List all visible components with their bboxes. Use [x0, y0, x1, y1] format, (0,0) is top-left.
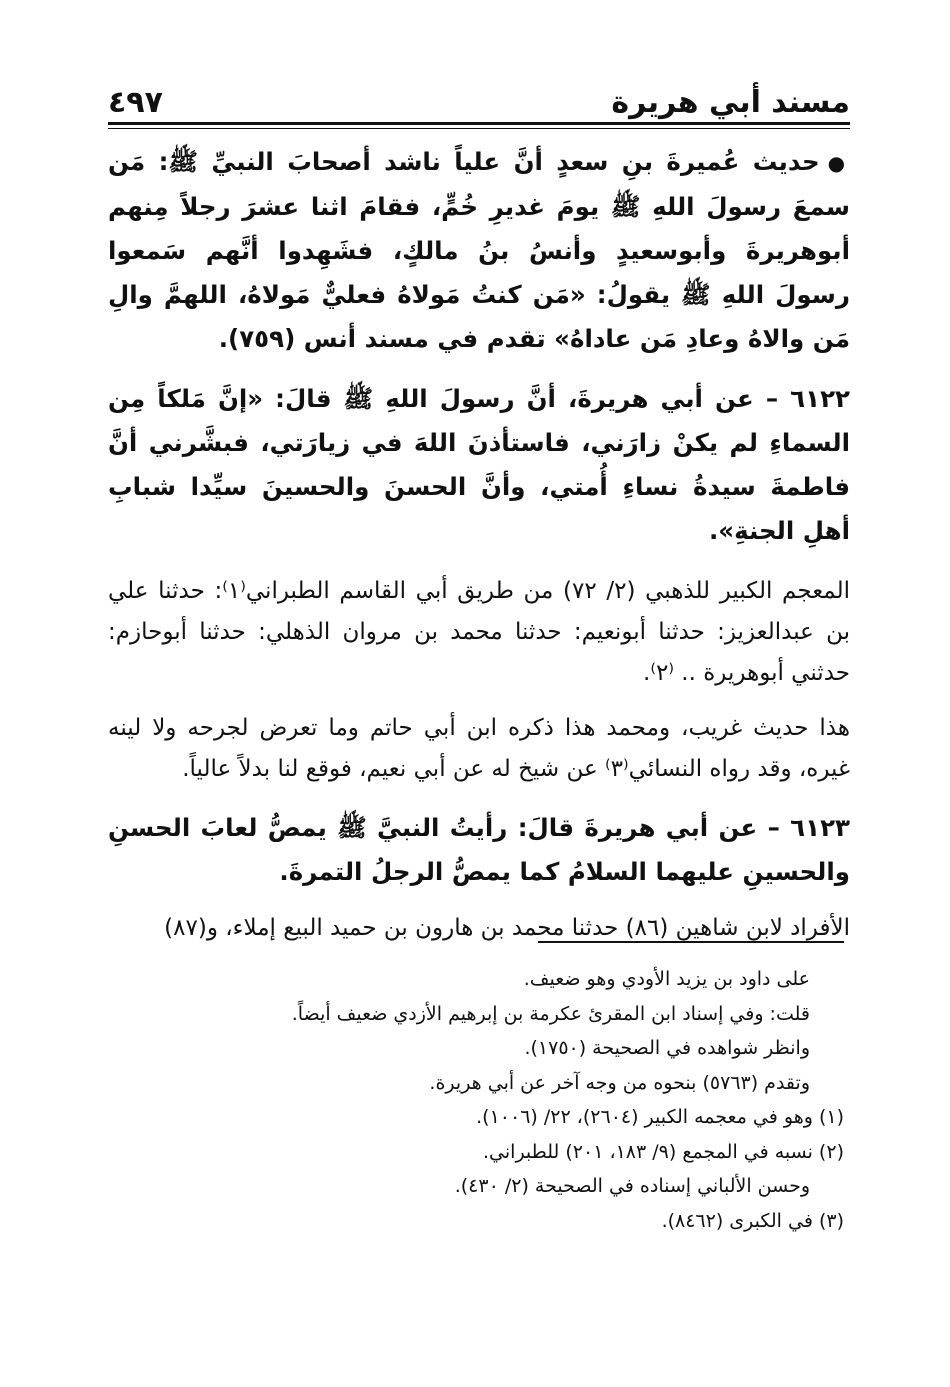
page-number: ٤٩٧ [108, 85, 163, 120]
intro-paragraph [108, 140, 850, 361]
footnote-line: قلت: وفي إسناد ابن المقرئ عكرمة بن إبرهيم الأزدي ضعيف أيضاً. [291, 1002, 810, 1025]
footnotes [108, 962, 844, 1238]
footnote-1: (١) وهو في معجمه الكبير (٢٦٠٤)، ٢٢/ (١٠٠٦). [476, 1106, 844, 1128]
footnote-2: (٢) نسبه في المجمع (٩/ ١٨٣، ٢٠١) للطبراني. [483, 1140, 844, 1163]
hadith-6122: ٦١٢٢ – عن أبي هريرةَ، أنَّ رسولَ اللهِ ﷺ قالَ: «إنَّ مَلكاً مِن السماءِ لم يكنْ زارَني، فاستأذنَ اللهَ في زيارَتي، فبشَّرني أنَّ فاطمةَ سيدةُ نساءِ أُمتي، وأنَّ الحسنَ والحسينَ سيِّدا شبابِ أهلِ الجنةِ». [108, 384, 850, 545]
footnote-separator [538, 941, 844, 943]
page-header [108, 84, 850, 124]
footnote-line: وحسن الألباني إسناده في الصحيحة (٢/ ٤٣٠). [454, 1175, 810, 1197]
footnote-line: على داود بن يزيد الأودي وهو ضعيف. [523, 968, 810, 990]
intro-text: حديث عُميرةَ بنِ سعدٍ أنَّ علياً ناشد أصحابَ النبيِّ ﷺ: مَن سمعَ رسولَ اللهِ ﷺ يومَ غديرِ خُمٍّ، فقامَ اثنا عشرَ رجلاً مِنهم أبوهريرةَ وأبوسعيدٍ وأنسُ بنُ مالكٍ، فشَهِدوا أنَّهم سَمعوا رسولَ اللهِ ﷺ يقولُ: «مَن كنتُ مَولاهُ فعليٌّ مَولاهُ، اللهمَّ والِ مَن والاهُ وعادِ مَن عاداهُ» تقدم في مسند أنس (٧٥٩). [108, 147, 850, 353]
main-text [108, 140, 850, 963]
source-6122: المعجم الكبير للذهبي (٢/ ٧٢) من طريق أبي القاسم الطبراني⁽١⁾: حدثنا علي بن عبدالعزيز: حدثنا أبونعيم: حدثنا محمد بن مروان الذهلي: حدثنا أبوحازم: حدثني أبوهريرة .. ⁽٢⁾. [108, 578, 851, 686]
bullet-icon: ● [827, 151, 851, 175]
footnote-3: (٣) في الكبرى (٨٤٦٢). [661, 1209, 844, 1232]
footnote-line: وتقدم (٥٧٦٣) بنحوه من وجه آخر عن أبي هريرة. [429, 1071, 810, 1094]
comment-6122: هذا حديث غريب، ومحمد هذا ذكره ابن أبي حاتم وما تعرض لجرحه ولا لينه غيره، وقد رواه النسائي⁽٣⁾ عن شيخ له عن أبي نعيم، فوقع لنا بدلاً عالياً. [108, 715, 850, 782]
header-rule-thick [108, 122, 850, 125]
header-rule-thin [108, 128, 850, 129]
source-6123: الأفراد لابن شاهين (٨٦) حدثنا محمد بن هارون بن حميد البيع إملاء، و(٨٧) [164, 915, 850, 941]
hadith-6123: ٦١٢٣ – عن أبي هريرةَ قالَ: رأيتُ النبيَّ ﷺ يمصُّ لعابَ الحسنِ والحسينِ عليهما السلامُ كما يمصُّ الرجلُ التمرةَ. [108, 813, 850, 886]
footnote-line: وانظر شواهده في الصحيحة (١٧٥٠). [524, 1037, 810, 1059]
running-title: مسند أبي هريرة [611, 85, 850, 120]
